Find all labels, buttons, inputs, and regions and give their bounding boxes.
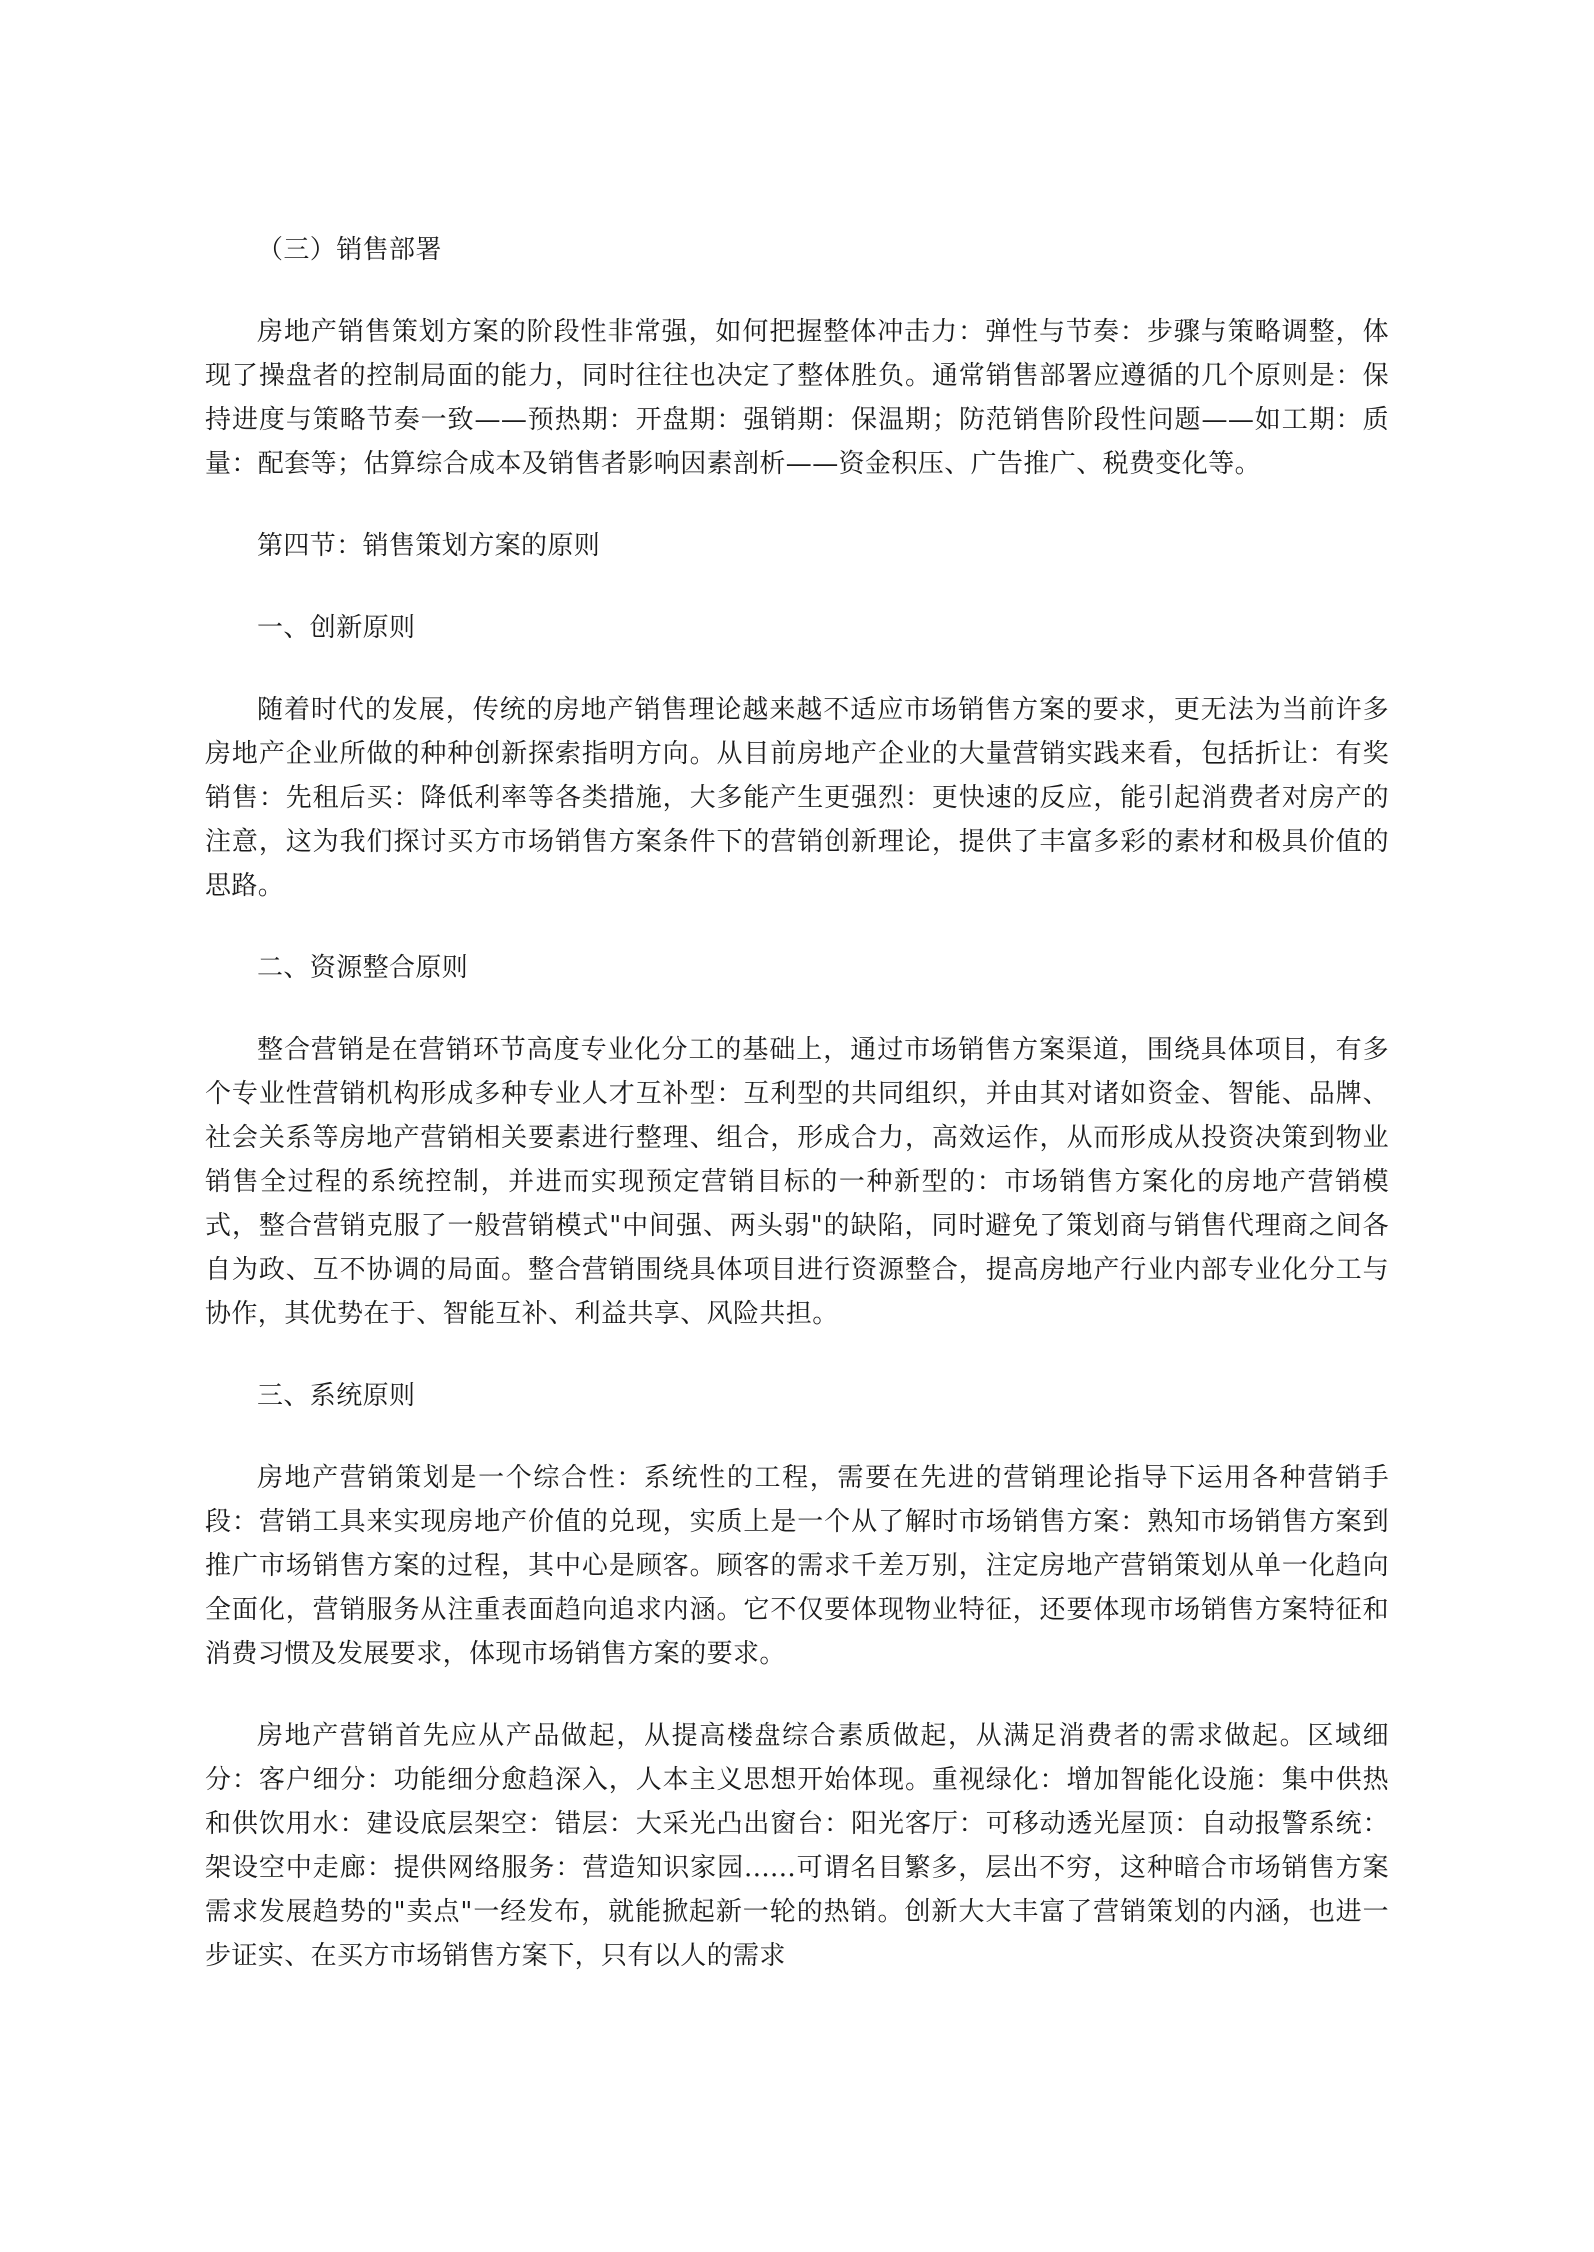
section-four-heading: 第四节：销售策划方案的原则 [257, 531, 601, 561]
innovation-principle-paragraph: 随着时代的发展，传统的房地产销售理论越来越不适应市场销售方案的要求，更无法为当前许多房地产企业所做的种种创新探索指明方向。从目前房地产企业的大量营销实践来看，包括折让：有奖销售：先租后买：降低利率等各类措施，大多能产生更强烈：更快速的反应，能引起消费者对房产的注意，这为我们探讨买方市场销售方案条件下的营销创新理论，提供了丰富多彩的素材和极具价值的思路。 [205, 695, 1389, 901]
system-principle-paragraph-1: 房地产营销策划是一个综合性：系统性的工程，需要在先进的营销理论指导下运用各种营销手段：营销工具来实现房地产价值的兑现，实质上是一个从了解时市场销售方案：熟知市场销售方案到推广市场销售方案的过程，其中心是顾客。顾客的需求千差万别，注定房地产营销策划从单一化趋向全面化，营销服务从注重表面趋向追求内涵。它不仅要体现物业特征，还要体现市场销售方案特征和消费习惯及发展要求，体现市场销售方案的要求。 [205, 1463, 1389, 1669]
sales-deployment-heading: （三）销售部署 [257, 235, 442, 265]
system-principle-paragraph-2: 房地产营销首先应从产品做起，从提高楼盘综合素质做起，从满足消费者的需求做起。区域细分：客户细分：功能细分愈趋深入，人本主义思想开始体现。重视绿化：增加智能化设施：集中供热和供饮用水：建设底层架空：错层：大采光凸出窗台：阳光客厅：可移动透光屋顶：自动报警系统：架设空中走廊：提供网络服务：营造知识家园......可谓名目繁多，层出不穷，这种暗合市场销售方案需求发展趋势的"卖点"一经发布，就能掀起新一轮的热销。创新大大丰富了营销策划的内涵，也进一步证实、在买方市场销售方案下，只有以人的需求 [205, 1721, 1389, 1971]
resource-integration-heading: 二、资源整合原则 [257, 953, 469, 983]
sales-deployment-paragraph: 房地产销售策划方案的阶段性非常强，如何把握整体冲击力：弹性与节奏：步骤与策略调整，体现了操盘者的控制局面的能力，同时往往也决定了整体胜负。通常销售部署应遵循的几个原则是：保持进度与策略节奏一致——预热期：开盘期：强销期：保温期；防范销售阶段性问题——如工期：质量：配套等；估算综合成本及销售者影响因素剖析——资金积压、广告推广、税费变化等。 [205, 317, 1389, 479]
resource-integration-paragraph: 整合营销是在营销环节高度专业化分工的基础上，通过市场销售方案渠道，围绕具体项目，有多个专业性营销机构形成多种专业人才互补型：互利型的共同组织，并由其对诸如资金、智能、品牌、社会关系等房地产营销相关要素进行整理、组合，形成合力，高效运作，从而形成从投资决策到物业销售全过程的系统控制，并进而实现预定营销目标的一种新型的：市场销售方案化的房地产营销模式，整合营销克服了一般营销模式"中间强、两头弱"的缺陷，同时避免了策划商与销售代理商之间各自为政、互不协调的局面。整合营销围绕具体项目进行资源整合，提高房地产行业内部专业化分工与协作，其优势在于、智能互补、利益共享、风险共担。 [205, 1035, 1389, 1329]
innovation-principle-heading: 一、创新原则 [257, 613, 416, 643]
system-principle-heading: 三、系统原则 [257, 1381, 416, 1411]
